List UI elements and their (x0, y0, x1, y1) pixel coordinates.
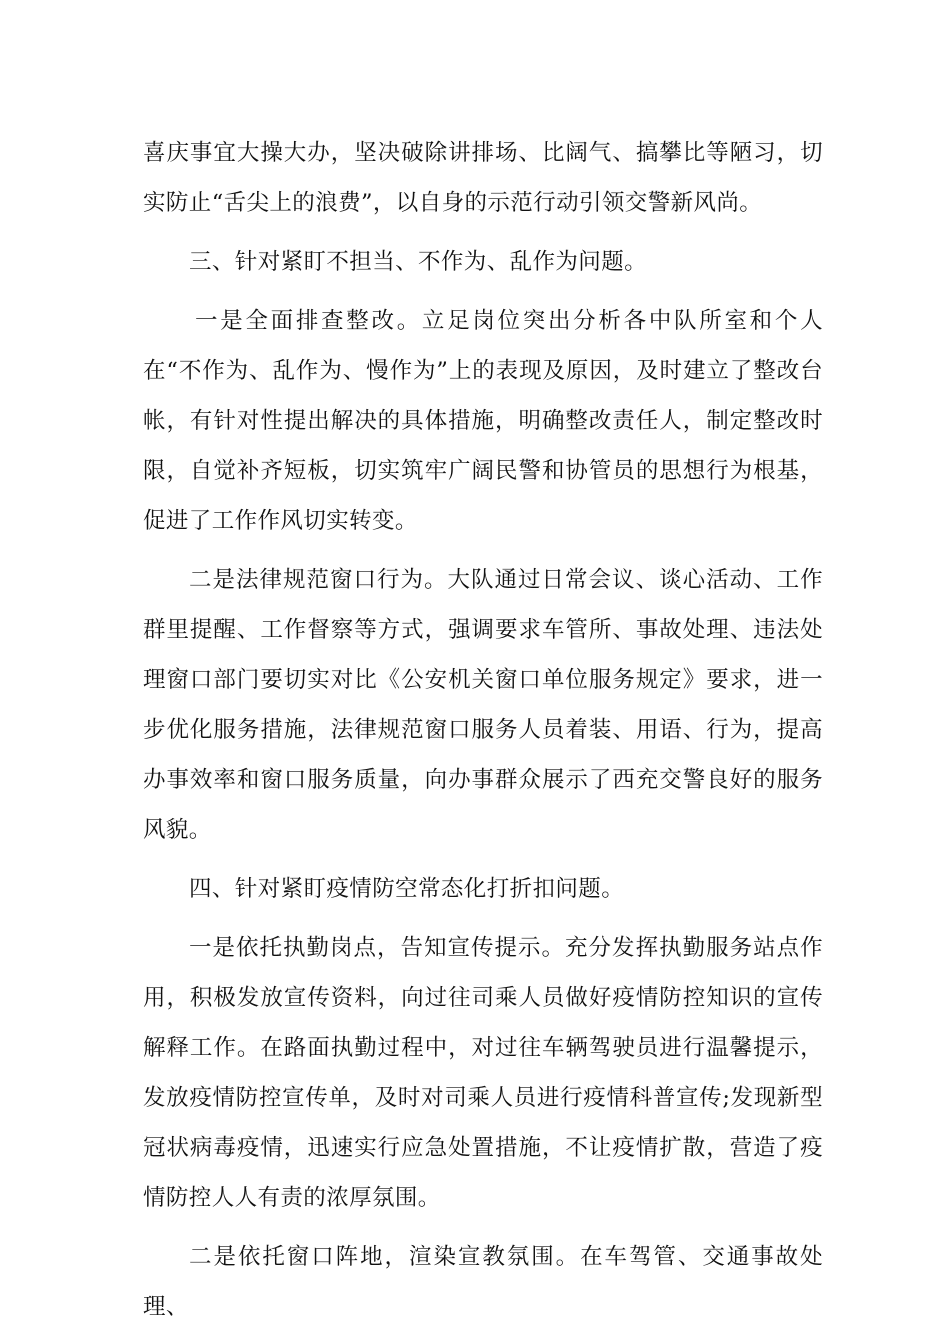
paragraph-6: 一是依托执勤岗点，告知宣传提示。充分发挥执勤服务站点作用，积极发放宣传资料，向过往司乘人员做好疫情防控知识的宣传解释工作。在路面执勤过程中，对过往车辆驾驶员进行温馨提示，发放疫情防控宣传单，及时对司乘人员进行疫情科普宣传;发现新型冠状病毒疫情，迅速实行应急处置措施，不让疫情扩散，营造了疫情防控人人有责的浓厚氛围。 (143, 935, 823, 1211)
section-heading-3: 三、针对紧盯不担当、不作为、乱作为问题。 (189, 249, 648, 275)
paragraph-1: 喜庆事宜大操大办，坚决破除讲排场、比阔气、搞攀比等陋习，切实防止“舌尖上的浪费”，以自身的示范行动引领交警新风尚。 (143, 140, 823, 216)
paragraph-7: 二是依托窗口阵地，渲染宣教氛围。在车驾管、交通事故处理、 (143, 1244, 823, 1320)
document-body (143, 128, 823, 1332)
section-heading-4: 四、针对紧盯疫情防空常态化打折扣问题。 (189, 876, 625, 902)
paragraph-4: 二是法律规范窗口行为。大队通过日常会议、谈心活动、工作群里提醒、工作督察等方式，强调要求车管所、事故处理、违法处理窗口部门要切实对比《公安机关窗口单位服务规定》要求，进一步优化服务措施，法律规范窗口服务人员着装、用语、行为，提高办事效率和窗口服务质量，向办事群众展示了西充交警良好的服务风貌。 (143, 567, 823, 843)
paragraph-3: 一是全面排查整改。立足岗位突出分析各中队所室和个人在“不作为、乱作为、慢作为”上的表现及原因，及时建立了整改台帐，有针对性提出解决的具体措施，明确整改责任人，制定整改时限，自觉补齐短板，切实筑牢广阔民警和协管员的思想行为根基，促进了工作作风切实转变。 (143, 308, 823, 534)
